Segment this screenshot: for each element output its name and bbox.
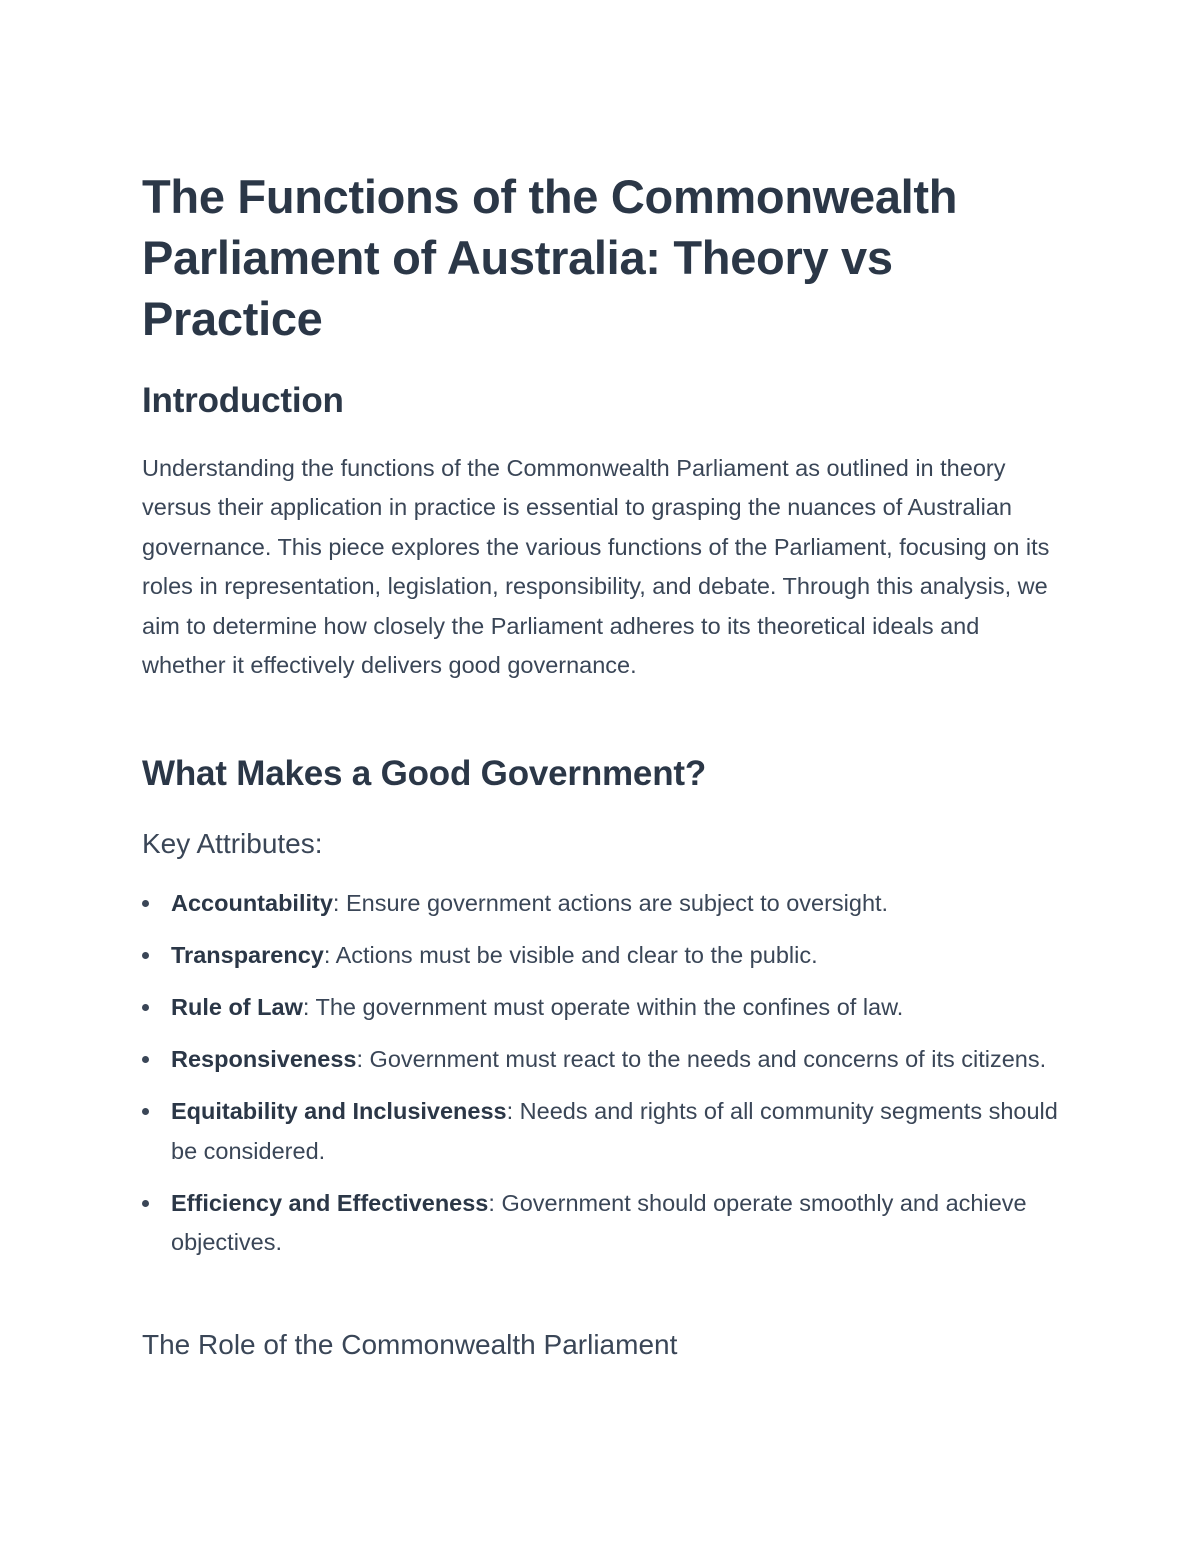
attribute-description: Ensure government actions are subject to oversight. xyxy=(339,890,889,916)
key-attributes-subheading: Key Attributes: xyxy=(142,828,323,859)
list-item xyxy=(142,884,1062,924)
attribute-separator: : xyxy=(488,1189,495,1216)
document-title: The Functions of the Commonwealth Parliament of Australia: Theory vs Practice xyxy=(142,170,958,345)
bullet-icon xyxy=(142,1200,149,1207)
list-item xyxy=(142,1184,1062,1263)
attribute-separator: : xyxy=(323,942,331,968)
introduction-paragraph: Understanding the functions of the Commonwealth Parliament as outlined in theory versus their application in practice is essential to grasping the nuances of Australian governance. This piece explores the various functions of the Parliament, focusing on its roles in representation, legislation, responsibility, and debate. Through this analysis, we aim to determine how closely the Parliament adheres to its theoretical ideals and whether it effectively delivers good governance. xyxy=(142,455,1050,679)
attribute-term: Transparency xyxy=(171,942,324,968)
attribute-description: Actions must be visible and clear to the public. xyxy=(330,942,818,968)
attribute-description: Government should operate smoothly and achieve objectives. xyxy=(171,1189,1027,1255)
list-item xyxy=(142,988,1062,1028)
bullet-icon xyxy=(142,900,149,907)
bullet-icon xyxy=(142,952,149,959)
attribute-description: Government must react to the needs and concerns of its citizens. xyxy=(363,1046,1047,1072)
attribute-separator: : xyxy=(356,1046,364,1072)
attribute-term: Efficiency and Effectiveness xyxy=(171,1189,489,1216)
attribute-term: Responsiveness xyxy=(171,1046,357,1072)
bullet-icon xyxy=(142,1056,149,1063)
attribute-description: Needs and rights of all community segments should be considered. xyxy=(171,1098,1058,1164)
attribute-separator: : xyxy=(506,1098,514,1124)
list-item xyxy=(142,1092,1062,1171)
attribute-separator: : xyxy=(302,994,310,1020)
list-item xyxy=(142,936,1062,976)
good-government-heading: What Makes a Good Government? xyxy=(142,754,707,793)
bullet-icon xyxy=(142,1108,149,1115)
attribute-description: The government must operate within the confines of law. xyxy=(309,994,904,1020)
attribute-separator: : xyxy=(332,890,340,916)
parliament-role-heading: The Role of the Commonwealth Parliament xyxy=(142,1329,678,1360)
attribute-term: Accountability xyxy=(171,890,333,916)
attribute-term: Rule of Law xyxy=(171,994,303,1020)
attributes-list xyxy=(142,884,1062,1275)
bullet-icon xyxy=(142,1004,149,1011)
attribute-term: Equitability and Inclusiveness xyxy=(171,1098,507,1124)
list-item xyxy=(142,1040,1062,1080)
introduction-heading: Introduction xyxy=(142,381,344,420)
